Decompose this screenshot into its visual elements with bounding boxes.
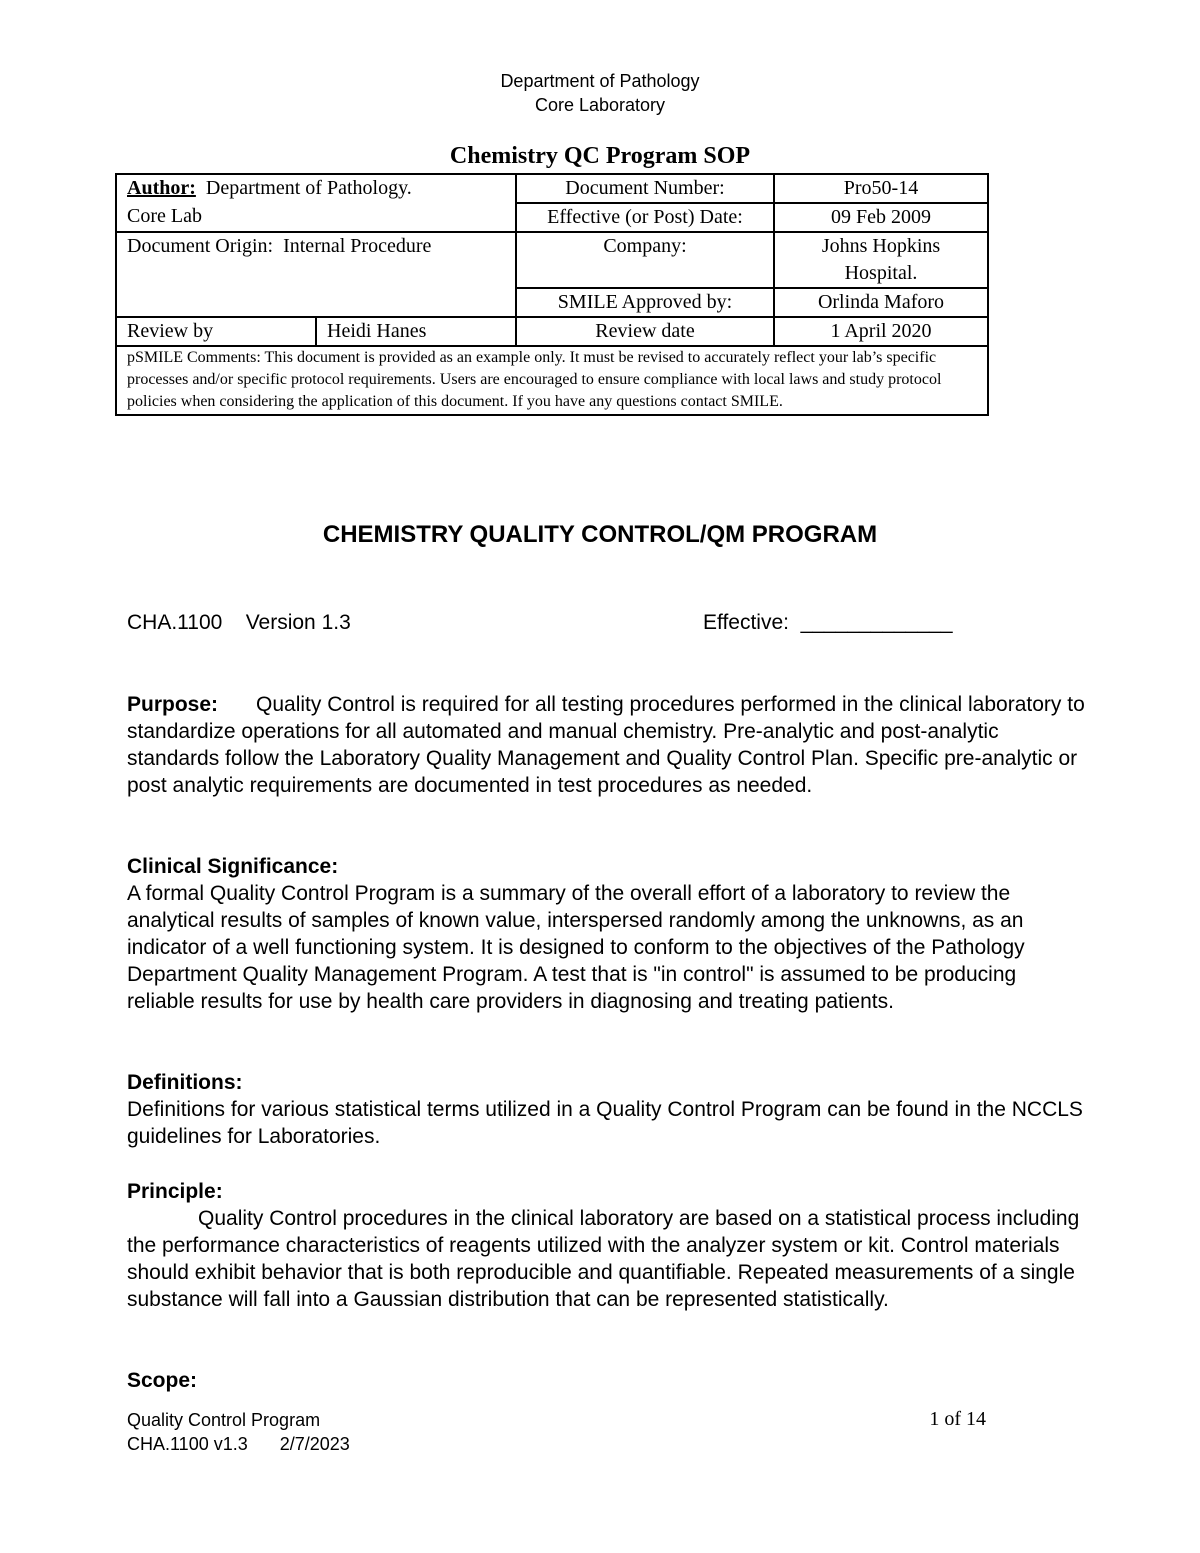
psmile-comments: pSMILE Comments: This document is provided as an example only. It must be revised to accurately reflect your lab’s specific processes and/or specific protocol requirements. Users are encouraged to ensure compliance with local laws and study protocol policies when considering the application of this document. If you have any questions contact SMILE. <box>116 346 988 415</box>
definitions-label: Definitions: <box>127 1071 243 1094</box>
origin-cell <box>116 232 516 317</box>
scope-label: Scope: <box>127 1369 198 1392</box>
principle-label: Principle: <box>127 1180 223 1203</box>
review-by-value: Heidi Hanes <box>316 317 516 346</box>
document-meta-table <box>115 173 989 416</box>
main-title: CHEMISTRY QUALITY CONTROL/QM PROGRAM <box>322 521 878 548</box>
document-version: Version 1.3 <box>245 611 351 634</box>
purpose-text: Quality Control is required for all testing procedures performed in the clinical laboratory to standardize operations for all automated and manual chemistry. Pre-analytic and post-analytic standards follow the Laboratory Quality Management and Quality Control Plan. Specific pre-analytic or post analytic requirements are documented in test procedures as needed. <box>127 693 1085 797</box>
effective-date-value: 09 Feb 2009 <box>774 203 988 232</box>
clinical-significance-text: A formal Quality Control Program is a summary of the overall effort of a laboratory to review the analytical results of samples of known value, interspersed randomly among the unknowns, as an indicator of a well functioning system. It is designed to conform to the objectives of the Pathology Department Quality Management Program. A test that is "in control" is assumed to be producing reliable results for use by health care providers in diagnosing and treating patients. <box>127 882 1025 1013</box>
purpose-section <box>127 691 1087 799</box>
footer-version <box>127 1434 350 1455</box>
author-value-2: Core Lab <box>116 203 516 232</box>
company-value: Johns Hopkins Hospital. <box>774 232 988 288</box>
review-by-label: Review by <box>116 317 316 346</box>
smile-approved-label: SMILE Approved by: <box>516 288 774 317</box>
footer-code-version: CHA.1100 v1.3 <box>127 1434 248 1454</box>
origin-label: Document Origin: <box>127 235 274 257</box>
sop-title: Chemistry QC Program SOP <box>449 143 751 169</box>
effective-date-label: Effective (or Post) Date: <box>516 203 774 232</box>
doc-number-value: Pro50-14 <box>774 174 988 203</box>
purpose-label: Purpose: <box>127 693 219 716</box>
definitions-text: Definitions for various statistical terms utilized in a Quality Control Program can be found in the NCCLS guidelines for Laboratories. <box>127 1098 1083 1148</box>
smile-approved-value: Orlinda Maforo <box>774 288 988 317</box>
review-date-value: 1 April 2020 <box>774 317 988 346</box>
footer-program: Quality Control Program <box>127 1410 321 1430</box>
effective-line <box>703 609 1003 636</box>
effective-label: Effective: <box>703 611 789 634</box>
origin-value: Internal Procedure <box>283 235 432 257</box>
author-value: Department of Pathology. <box>205 177 412 199</box>
review-date-label: Review date <box>516 317 774 346</box>
department-header: Department of Pathology <box>500 71 700 91</box>
document-code: CHA.1100 <box>127 611 223 634</box>
principle-text: Quality Control procedures in the clinical laboratory are based on a statistical process including the performance characteristics of reagents utilized with the analyzer system or kit. Control materials should exhibit behavior that is both reproducible and quantifiable. Repeated measurements of a single substance will fall into a Gaussian distribution that can be represented statistically. <box>127 1207 1080 1311</box>
footer-date: 2/7/2023 <box>279 1434 350 1454</box>
company-label: Company: <box>516 232 774 288</box>
doc-number-label: Document Number: <box>516 174 774 203</box>
effective-blank: _____________ <box>800 611 953 634</box>
footer-page-number: 1 of 14 <box>929 1408 986 1430</box>
clinical-significance-label: Clinical Significance: <box>127 855 339 878</box>
author-label: Author: <box>127 177 196 199</box>
lab-header: Core Laboratory <box>534 95 666 115</box>
author-cell <box>116 174 516 203</box>
